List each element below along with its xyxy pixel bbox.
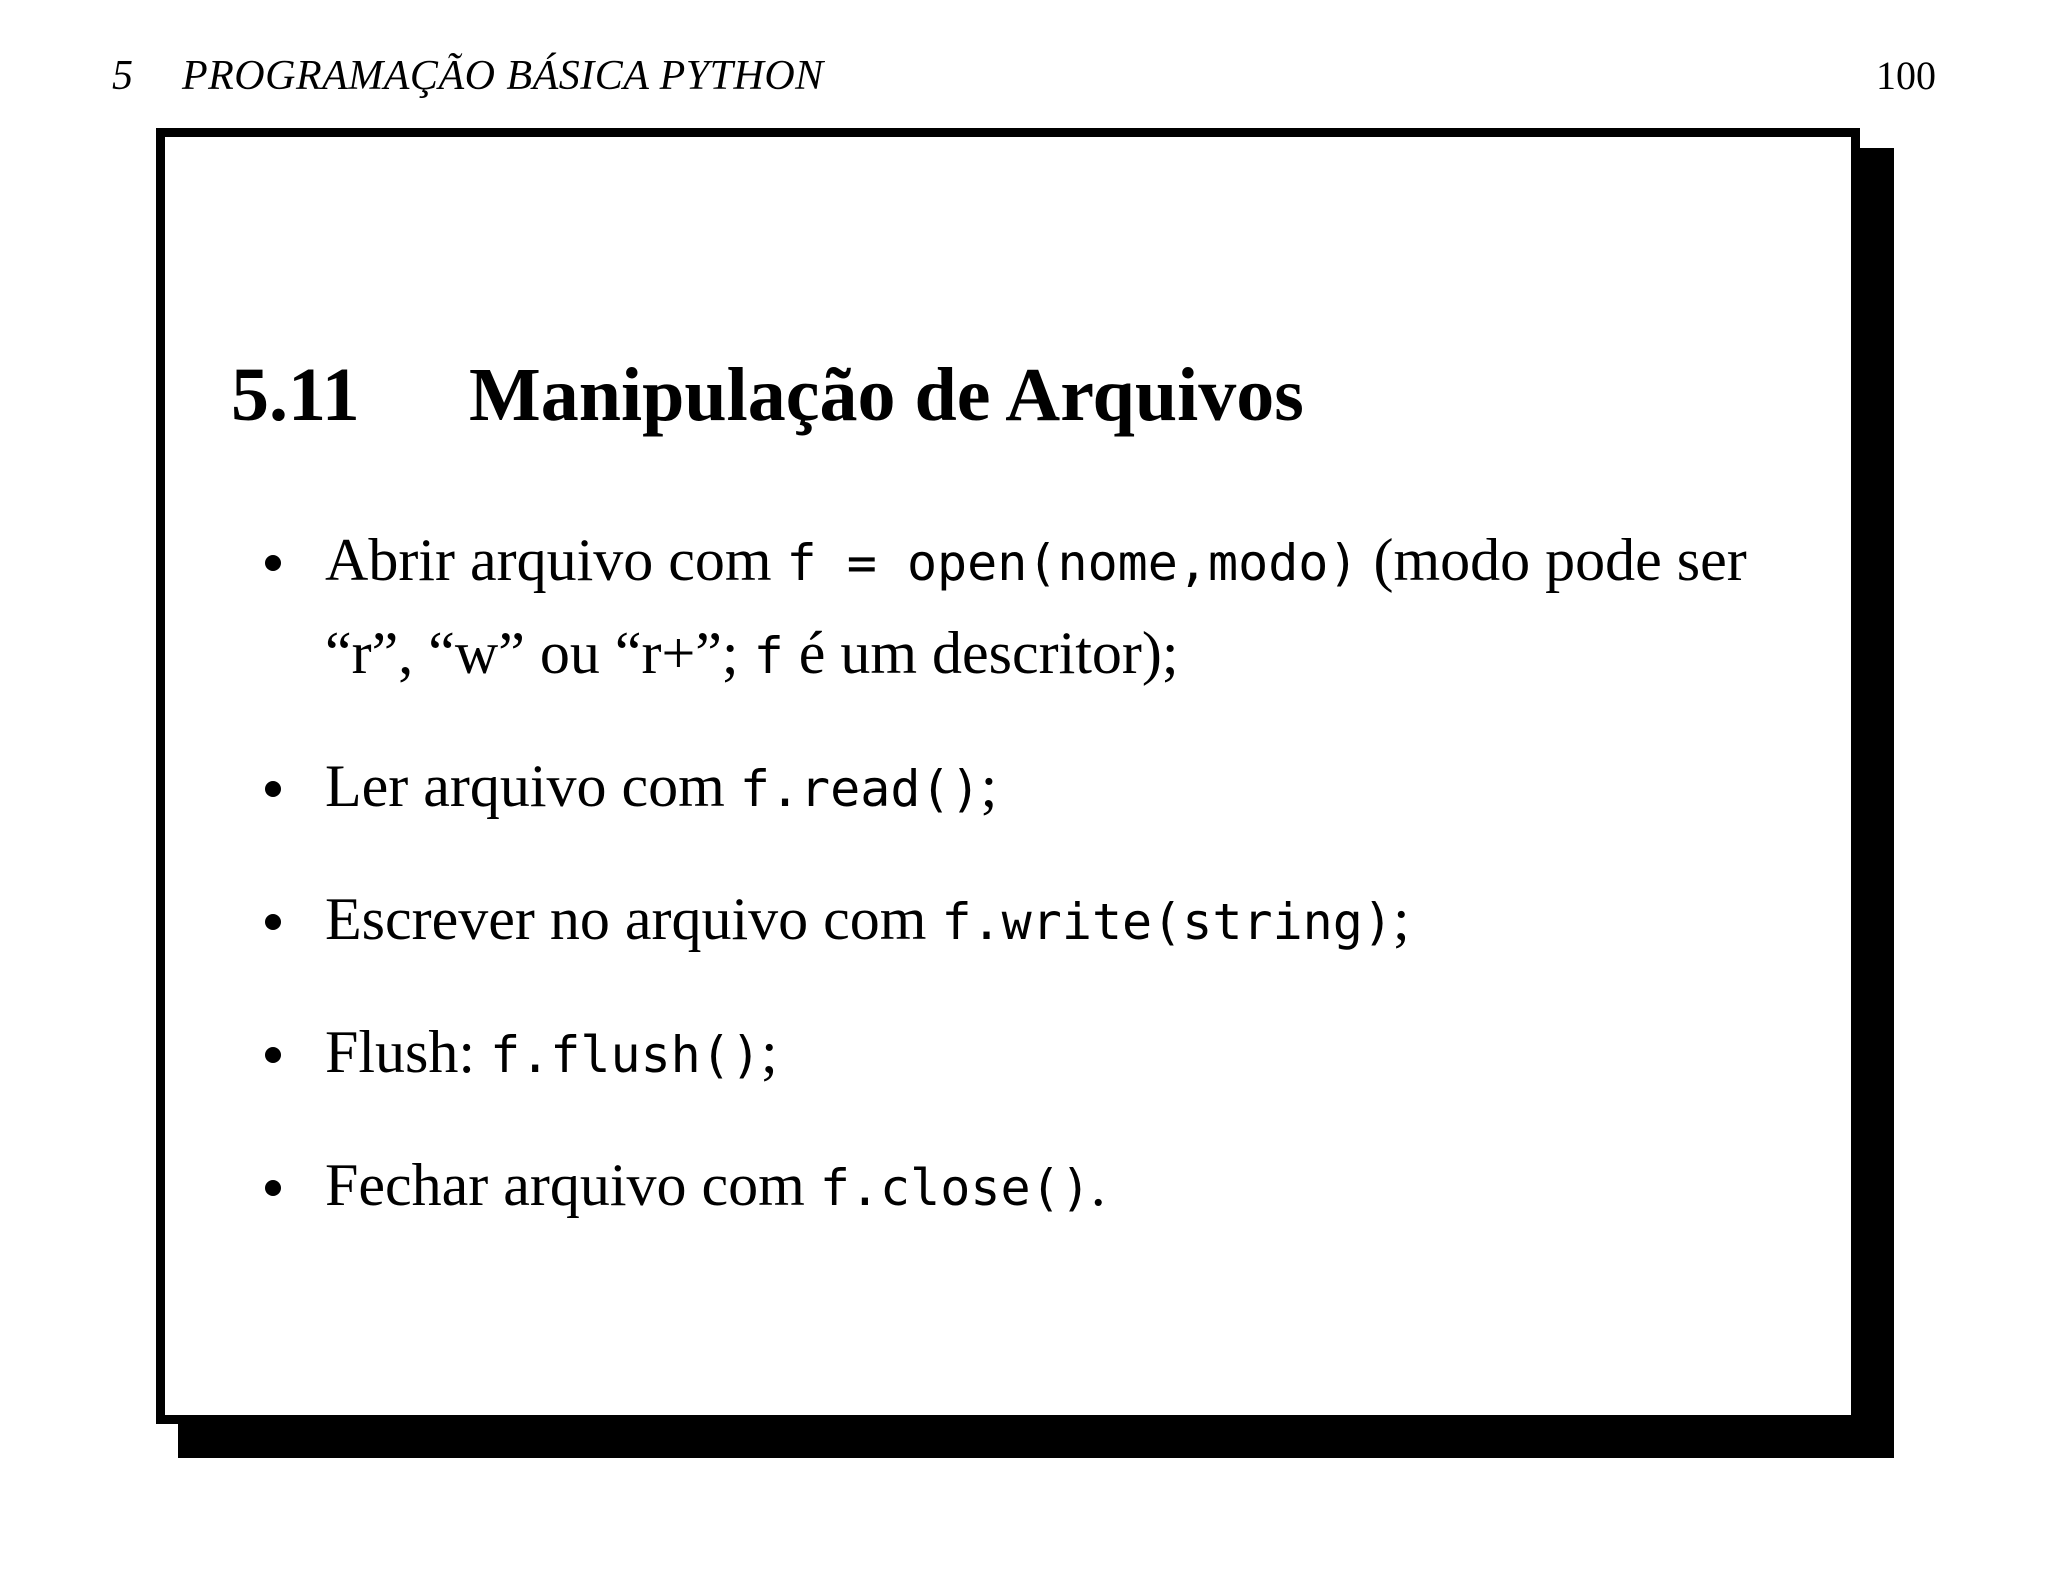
bullet-icon bbox=[265, 914, 281, 930]
chapter-number: 5 bbox=[112, 53, 133, 99]
code-segment: f.write(string) bbox=[941, 893, 1393, 951]
code-segment: f.close() bbox=[819, 1159, 1091, 1217]
text-segment: ; bbox=[761, 1019, 778, 1085]
slide-frame bbox=[156, 128, 1860, 1424]
list-item-read-file bbox=[265, 741, 1785, 834]
list-item-open-file bbox=[265, 515, 1785, 701]
bullet-icon bbox=[265, 1047, 281, 1063]
bullet-text bbox=[325, 515, 1785, 701]
text-segment: ; bbox=[980, 753, 998, 819]
text-segment: Abrir arquivo com bbox=[325, 527, 787, 593]
list-item-close-file bbox=[265, 1140, 1785, 1233]
text-segment: Escrever no arquivo com bbox=[325, 886, 942, 952]
list-item-write-file bbox=[265, 874, 1785, 967]
bullet-text bbox=[325, 741, 1785, 834]
running-header bbox=[112, 52, 1936, 112]
code-segment: f = open(nome,modo) bbox=[786, 534, 1359, 592]
text-segment: Ler arquivo com bbox=[325, 753, 740, 819]
chapter-title: PROGRAMAÇÃO BÁSICA PYTHON bbox=[182, 53, 824, 99]
code-segment: f.flush() bbox=[490, 1026, 761, 1084]
bullet-icon bbox=[265, 781, 281, 797]
text-segment: Fechar arquivo com bbox=[325, 1152, 820, 1218]
text-segment: ; bbox=[1392, 886, 1410, 952]
bullet-icon bbox=[265, 555, 281, 571]
text-segment: Flush: bbox=[325, 1019, 491, 1085]
section-heading bbox=[231, 353, 1304, 437]
bullet-icon bbox=[265, 1180, 281, 1196]
section-title: Manipulação de Arquivos bbox=[469, 353, 1304, 437]
bullet-list bbox=[265, 515, 1785, 1273]
code-segment: f bbox=[753, 627, 784, 685]
page-number: 100 bbox=[1876, 53, 1936, 98]
text-segment: é um descritor); bbox=[783, 620, 1179, 686]
bullet-text bbox=[325, 874, 1785, 967]
code-segment: f.read() bbox=[739, 760, 981, 818]
section-number: 5.11 bbox=[231, 353, 360, 437]
text-segment: . bbox=[1090, 1152, 1106, 1218]
list-item-flush bbox=[265, 1007, 1785, 1100]
bullet-text bbox=[325, 1140, 1785, 1233]
text-segment: (modo pode ser “r”, “w” ou “r+”; bbox=[325, 527, 1747, 686]
bullet-text bbox=[325, 1007, 1785, 1100]
